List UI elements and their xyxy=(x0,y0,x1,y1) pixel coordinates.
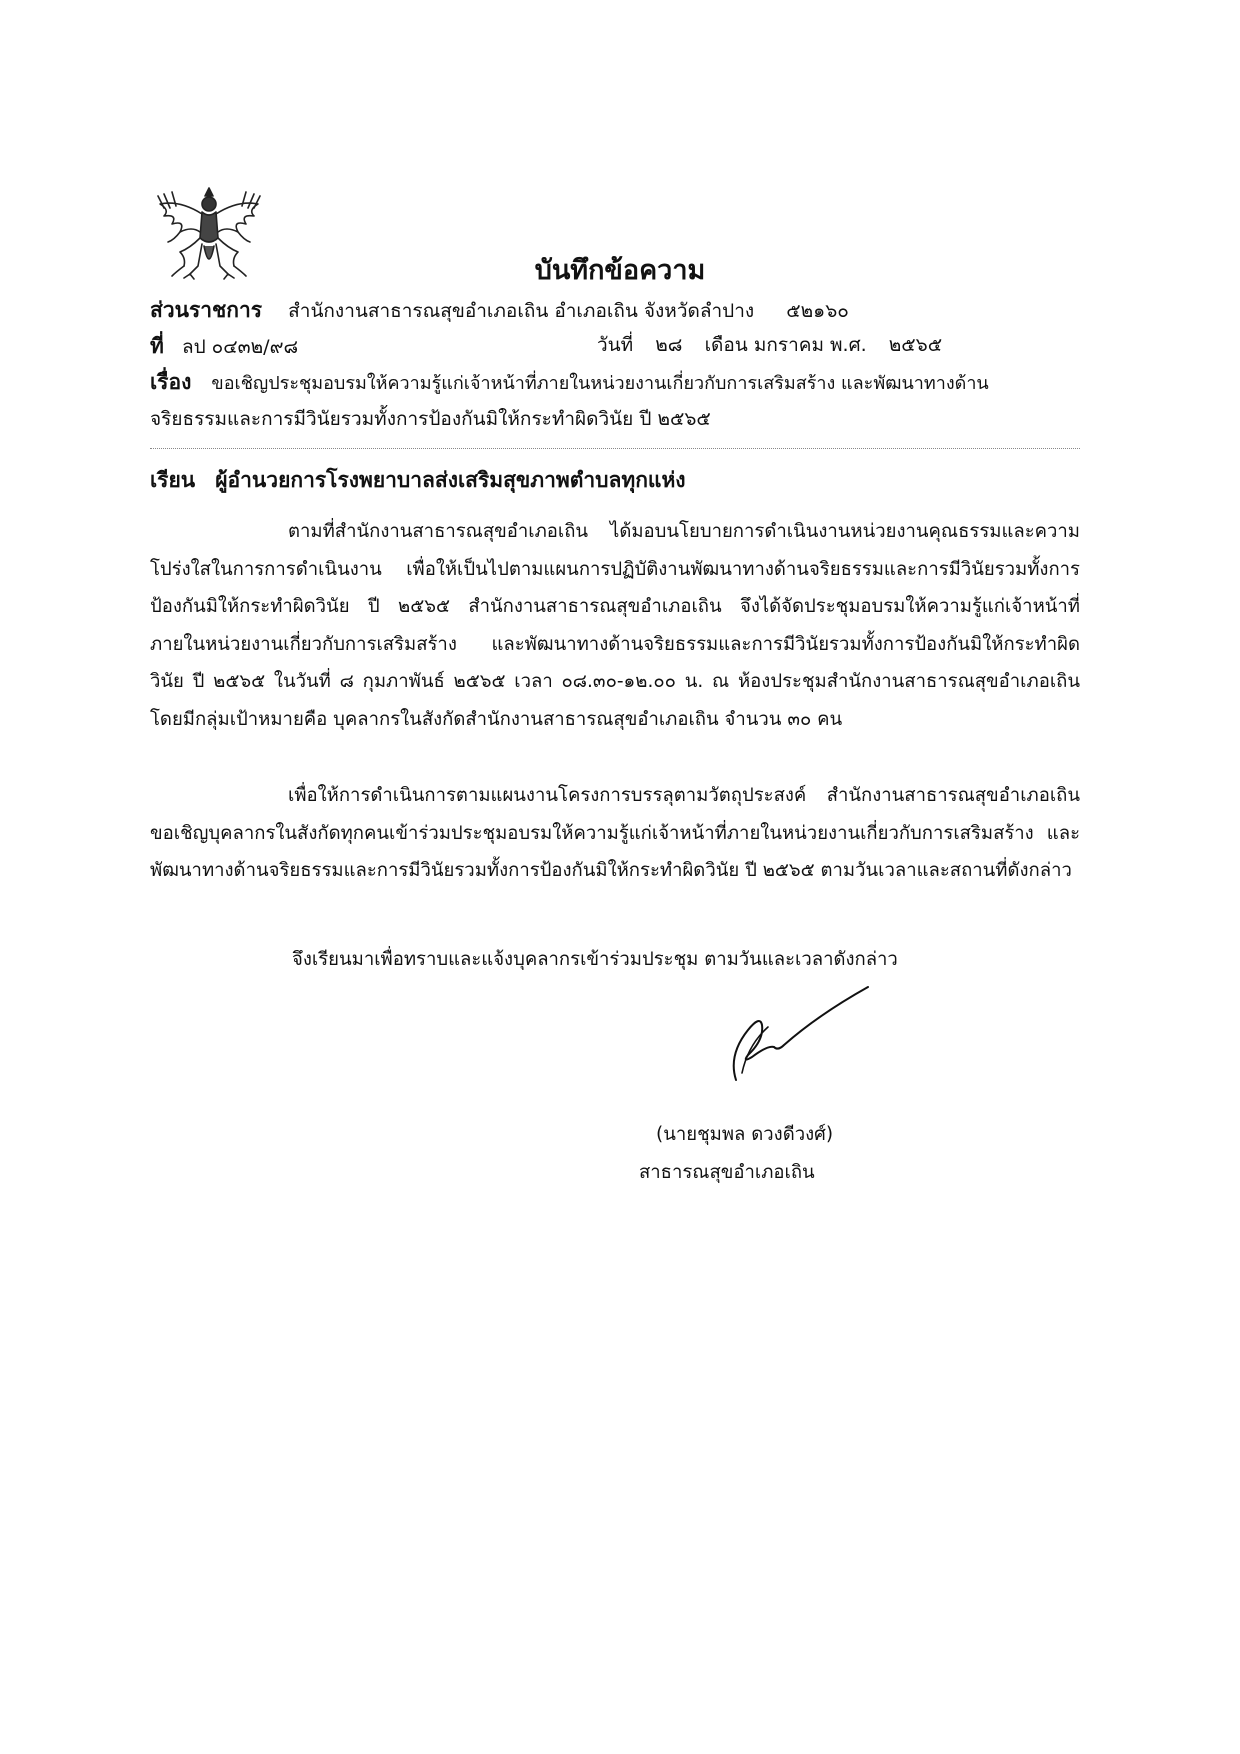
subject-text-line1: ขอเชิญประชุมอบรมให้ความรู้แก่เจ้าหน้าที่ภายในหน่วยงานเกี่ยวกับการเสริมสร้าง และพัฒนาทางด้าน xyxy=(211,373,989,394)
memo-title: บันทึกข้อความ xyxy=(534,255,706,286)
body-paragraph-2: เพื่อให้การดำเนินการตามแผนงานโครงการบรรลุตามวัตถุประสงค์ สำนักงานสาธารณสุขอำเภอเถิน ขอเชิญบุคลากรในสังกัดทุกคนเข้าร่วมประชุมอบรมให้ความรู้แก่เจ้าหน้าที่ภายในหน่วยงานเกี่ยวกับการเสริมสร้าง และพัฒนาทางด้านจริยธรรมและการมีวินัยรวมทั้งการป้องกันมิให้กระทำผิดวินัย ปี ๒๕๖๕ ตามวันเวลาและสถานที่ดังกล่าว xyxy=(150,785,1080,881)
date-day: ๒๘ xyxy=(655,334,683,356)
recipient-label: เรียน xyxy=(150,468,196,492)
agency-label: ส่วนราชการ xyxy=(150,298,263,322)
agency-value: สำนักงานสาธารณสุขอำเภอเถิน อำเภอเถิน จังหวัดลำปาง xyxy=(288,300,755,322)
signer-name: (นายชุมพล ดวงดีวงศ์) xyxy=(656,1124,834,1145)
handwritten-signature xyxy=(718,985,878,1095)
body-paragraph-1: ตามที่สำนักงานสาธารณสุขอำเภอเถิน ได้มอบนโยบายการดำเนินงานหน่วยงานคุณธรรมและความโปร่งใสในการการดำเนินงาน เพื่อให้เป็นไปตามแผนการปฏิบัติงานพัฒนาทางด้านจริยธรรมและการมีวินัยรวมทั้งการป้องกันมิให้กระทำผิดวินัย ปี ๒๕๖๕ สำนักงานสาธารณสุขอำเภอเถิน จึงได้จัดประชุมอบรมให้ความรู้แก่เจ้าหน้าที่ภายในหน่วยงานเกี่ยวกับการเสริมสร้าง และพัฒนาทางด้านจริยธรรมและการมีวินัยรวมทั้งการป้องกันมิให้กระทำผิดวินัย ปี ๒๕๖๕ ในวันที่ ๘ กุมภาพันธ์ ๒๕๖๕ เวลา ๐๘.๓๐-๑๒.๐๐ น. ณ ห้องประชุมสำนักงานสาธารณสุขอำเภอเถิน โดยมีกลุ่มเป้าหมายคือ บุคลากรในสังกัดสำนักงานสาธารณสุขอำเภอเถิน จำนวน ๓๐ คน xyxy=(150,521,1080,730)
recipient-value: ผู้อำนวยการโรงพยาบาลส่งเสริมสุขภาพตำบลทุกแห่ง xyxy=(215,468,686,492)
agency-postcode: ๕๒๑๖๐ xyxy=(786,300,849,322)
signer-position: สาธารณสุขอำเภอเถิน xyxy=(639,1162,815,1183)
reference-label: ที่ xyxy=(150,334,164,358)
date-label: วันที่ xyxy=(597,334,634,356)
subject-label: เรื่อง xyxy=(150,370,192,394)
closing-sentence: จึงเรียนมาเพื่อทราบและแจ้งบุคลากรเข้าร่วมประชุม ตามวันและเวลาดังกล่าว xyxy=(292,949,898,970)
date-line xyxy=(597,330,942,360)
subject-line xyxy=(150,366,989,399)
date-year: ๒๕๖๕ xyxy=(888,334,943,356)
reference-line xyxy=(150,330,298,363)
recipient-line xyxy=(150,464,686,497)
reference-number: ลป ๐๔๓๒/๙๘ xyxy=(181,336,299,358)
agency-line xyxy=(150,294,849,327)
header-divider xyxy=(150,448,1080,449)
subject-text-line2: จริยธรรมและการมีวินัยรวมทั้งการป้องกันมิให้กระทำผิดวินัย ปี ๒๕๖๕ xyxy=(150,408,711,430)
date-month-label: เดือน xyxy=(704,334,748,356)
date-month-year: มกราคม พ.ศ. xyxy=(753,334,867,356)
